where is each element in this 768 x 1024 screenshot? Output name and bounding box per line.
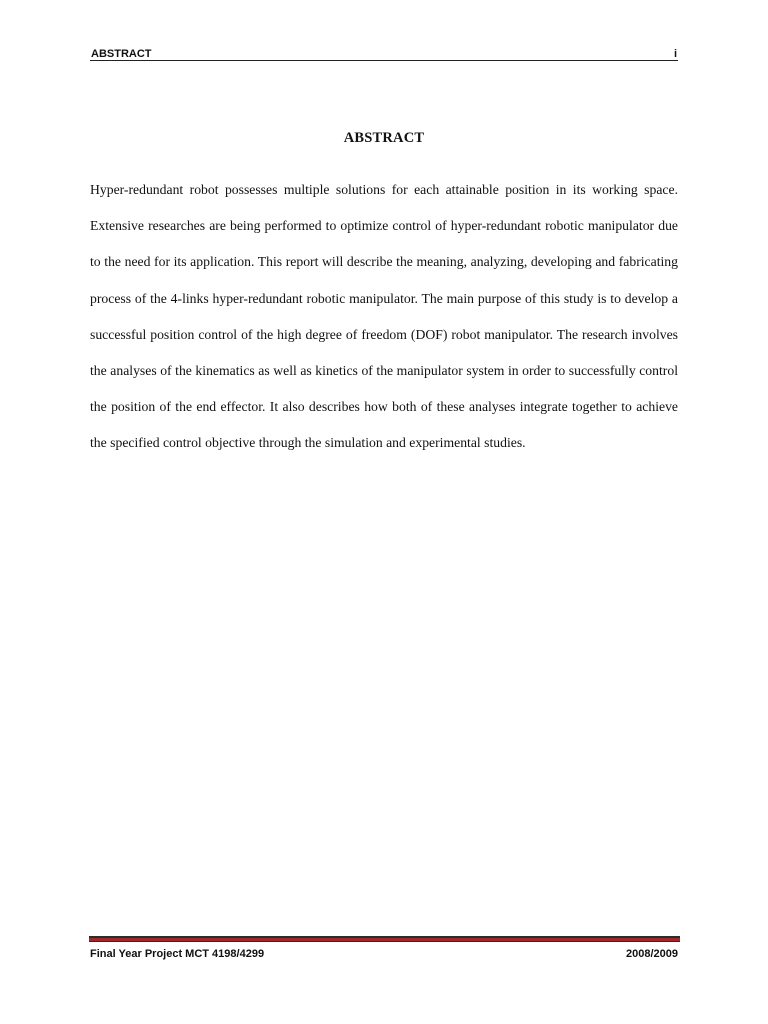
page-title: ABSTRACT: [343, 130, 425, 146]
header-page-number: i: [673, 48, 677, 60]
footer-project-label: Final Year Project MCT 4198/4299: [90, 948, 265, 960]
footer-divider-bottom-line: [89, 941, 680, 942]
running-header: [90, 46, 678, 61]
footer-year: 2008/2009: [626, 948, 678, 960]
abstract-paragraph: Hyper-redundant robot possesses multiple solutions for each attainable position in its working space. Extensive researches are being performed to optimize control of hyper-redundant robotic manipulator due to the need for its application. This report will describe the meaning, analyzing, developing and fabricating process of the 4-links hyper-redundant robotic manipulator. The main purpose of this study is to develop a successful position control of the high degree of freedom (DOF) robot manipulator. The research involves the analyses of the kinematics as well as kinetics of the manipulator system in order to successfully control the position of the end effector. It also describes how both of these analyses integrate together to achieve the specified control objective through the simulation and experimental studies.: [90, 182, 678, 451]
header-section-title: ABSTRACT: [91, 48, 152, 60]
running-footer: [90, 946, 678, 962]
footer-divider: [89, 936, 680, 943]
